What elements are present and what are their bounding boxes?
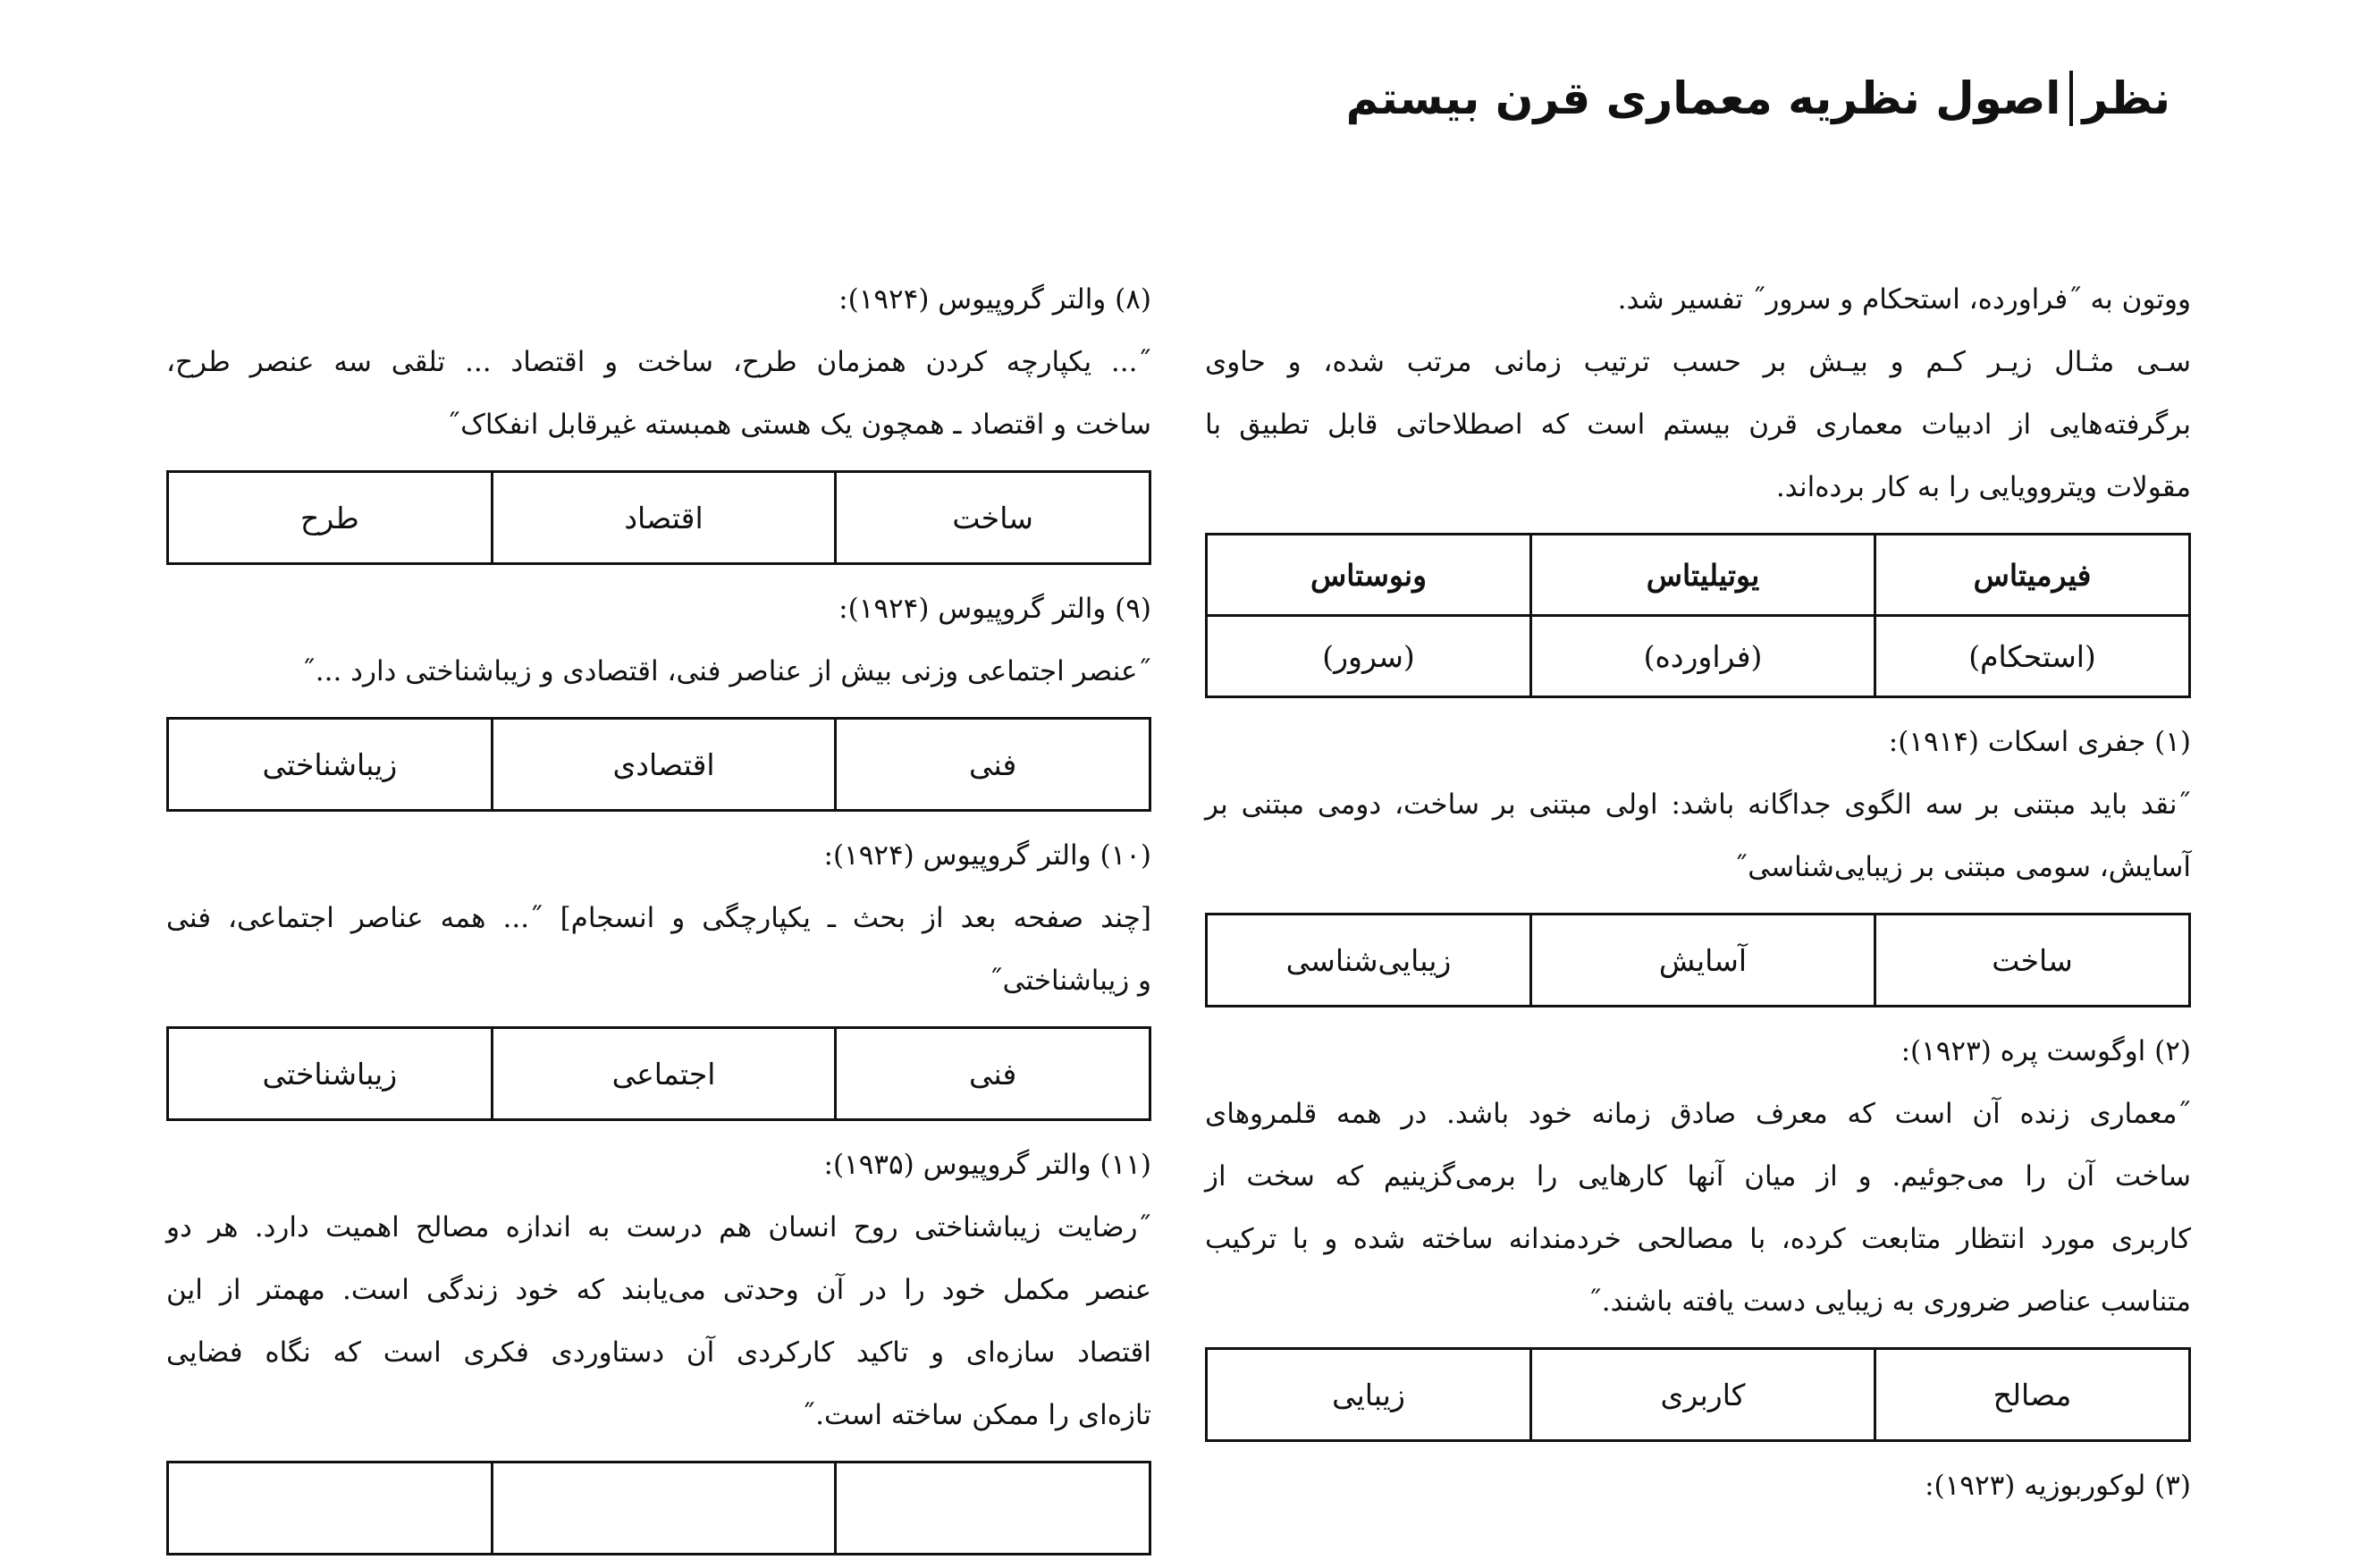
table-cell: کاربری [1531,1349,1875,1441]
table-cell [168,1463,493,1555]
intro-line: ووتون به ˝فراورده، استحکام و سرور˝ تفسیر شد. [1617,283,2191,316]
table-cell: مصالح [1875,1349,2190,1441]
category-table [1205,913,2191,1007]
intro-line: سـی مثـال زیـر کـم و بیـش بر حسب ترتیب زمانی مرتب شده، و حاوی [1205,346,2191,378]
table-cell: طرح [168,472,493,564]
table-cell: زیبایی [1207,1349,1531,1441]
quote-line: [چند صفحه بعد از بحث ـ یکپارچگی و انسجام] ˝... همه عناصر اجتماعی، فنی [166,902,1151,934]
quote-line: اقتصاد سازه‌ای و تاکید کارکردی آن دستاوردی فکری است که نگاه فضایی [166,1336,1151,1369]
page-title: اصول نظریه معماری قرن بیستم [1345,72,2061,124]
table-cell: اجتماعی [492,1028,836,1120]
section-heading: (۲) اوگوست پره (۱۹۲۳): [1900,1035,2191,1067]
table-cell: زیباشناختی [168,1028,493,1120]
quote-line: تازه‌ای را ممکن ساخته است.˝ [801,1399,1151,1431]
table-cell: فنی [836,719,1150,811]
section-heading: (۳) لوکوربوزیه (۱۹۲۳): [1925,1470,2191,1502]
table-header-cell: ونوستاس [1207,535,1531,616]
table-cell: فنی [836,1028,1150,1120]
table-cell: ساخت [1875,915,2190,1007]
section-heading: (۱) جفری اسکات (۱۹۱۴): [1888,726,2191,758]
quote-line: کاربری مورد انتظار متابعت کرده، با مصالحی خردمندانه ساخته شده و با ترکیب [1205,1223,2191,1255]
quote-line: ساخت و اقتصاد ـ همچون یک هستی همبسته غیرقابل انفکاک˝ [446,409,1151,441]
table-cell: (استحکام) [1875,616,2190,697]
header-divider [2069,71,2073,126]
table-cell: اقتصادی [492,719,836,811]
page-header [1346,63,2170,134]
section-heading: (۱۱) والتر گروپیوس (۱۹۳۵): [823,1149,1151,1181]
intro-line: برگرفته‌هایی از ادبیات معماری قرن بیستم است که اصطلاحاتی قابل تطبیق با [1205,409,2191,441]
intro-line: مقولات ویتروویایی را به کار برده‌اند. [1775,471,2191,503]
quote-line: ˝نقد باید مبتنی بر سه الگوی جداگانه باشد: اولی مبتنی بر ساخت، دومی مبتنی بر [1205,788,2191,821]
category-table [166,1026,1151,1121]
table-cell: اقتصاد [492,472,836,564]
quote-line: متناسب عناصر ضروری به زیبایی دست یافته باشند.˝ [1588,1286,2191,1318]
section-heading: (۹) والتر گروپیوس (۱۹۲۴): [838,593,1151,625]
table-cell: (فراورده) [1531,616,1875,697]
right-column [1205,268,2191,1517]
table-cell: آسایش [1531,915,1875,1007]
table-cell: زیبایی‌شناسی [1207,915,1531,1007]
vitruvian-table [1205,533,2191,698]
table-header-cell: یوتیلیتاس [1531,535,1875,616]
quote-line: ˝... یکپارچه کردن همزمان طرح، ساخت و اقتصاد ... تلقی سه عنصر طرح، [166,346,1151,378]
table-cell [492,1463,836,1555]
table-cell [836,1463,1150,1555]
quote-line: و زیباشناختی˝ [989,965,1151,997]
table-cell: (سرور) [1207,616,1531,697]
table-cell: ساخت [836,472,1150,564]
quote-line: ˝عنصر اجتماعی وزنی بیش از عناصر فنی، اقتصادی و زیباشناختی دارد ...˝ [301,655,1151,687]
left-column [166,268,1151,1568]
category-table [166,1461,1151,1555]
category-table [166,717,1151,812]
table-header-cell: فیرمیتاس [1875,535,2190,616]
quote-line: آسایش، سومی مبتنی بر زیبایی‌شناسی˝ [1733,851,2191,883]
quote-line: ˝معماری زنده آن است که معرف صادق زمانه خود باشد. در همه قلمروهای [1205,1098,2191,1130]
section-heading: (۸) والتر گروپیوس (۱۹۲۴): [838,283,1151,316]
header-prefix: نظر [2082,72,2170,124]
category-table [166,470,1151,565]
quote-line: ˝رضایت زیباشناختی روح انسان هم درست به اندازه مصالح اهمیت دارد. هر دو [166,1211,1151,1243]
category-table [1205,1347,2191,1442]
quote-line: ساخت آن را می‌جوئیم. و از میان آنها کارهایی را برمی‌گزینیم که سخت از [1205,1160,2191,1193]
quote-line: عنصر مکمل خود را در آن وحدتی می‌یابند که خود زندگی است. مهمتر از این [166,1274,1151,1306]
table-cell: زیباشناختی [168,719,493,811]
section-heading: (۱۰) والتر گروپیوس (۱۹۲۴): [823,839,1151,872]
